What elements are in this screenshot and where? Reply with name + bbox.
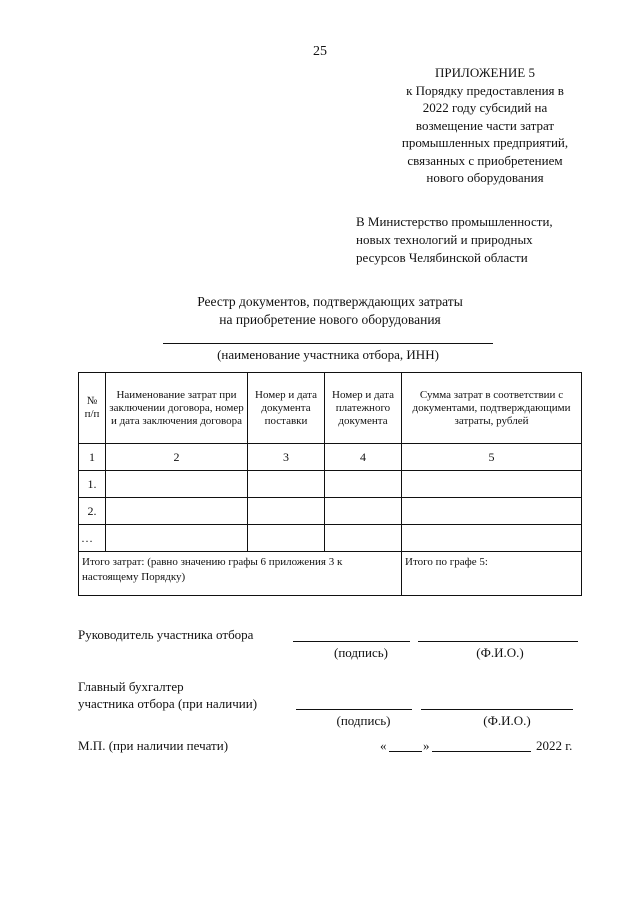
header-cell: № п/п: [79, 373, 106, 444]
head-label: Руководитель участника отбора: [78, 627, 254, 642]
appendix-heading: ПРИЛОЖЕНИЕ 5: [435, 65, 535, 80]
column-number: 1: [79, 444, 106, 471]
document-title: [120, 293, 540, 329]
table-row: [79, 498, 582, 525]
column-number: 4: [325, 444, 402, 471]
table-cell[interactable]: [248, 471, 325, 498]
column-number: 3: [248, 444, 325, 471]
participant-name-line[interactable]: [163, 343, 493, 344]
signature-caption: (подпись): [334, 645, 388, 660]
recipient-line: В Министерство промышленности,: [356, 214, 553, 229]
table-cell[interactable]: [402, 471, 582, 498]
head-signature-line[interactable]: [293, 641, 410, 642]
accountant-name-line[interactable]: [421, 709, 573, 710]
table-header-row: [79, 373, 582, 444]
recipient-block: [356, 213, 596, 267]
table-cell[interactable]: [325, 525, 402, 552]
appendix-line: к Порядку предоставления в: [406, 82, 564, 98]
accountant-signature-line[interactable]: [296, 709, 412, 710]
name-caption: (Ф.И.О.): [483, 713, 531, 728]
table-cell[interactable]: [106, 471, 248, 498]
date-open-quote: «: [380, 738, 387, 753]
row-number: …: [79, 525, 106, 552]
appendix-line: промышленных предприятий,: [401, 135, 569, 150]
header-cell: Номер и дата документа поставки: [248, 373, 325, 444]
title-line: на приобретение нового оборудования: [219, 312, 441, 327]
stamp-label: М.П. (при наличии печати): [78, 738, 229, 753]
name-caption: (Ф.И.О.): [476, 645, 524, 660]
title-line: Реестр документов, подтверждающих затраты: [197, 294, 463, 309]
header-cell: Наименование затрат при заключении договора, номер и дата заключения договора: [106, 373, 248, 444]
table-row: [79, 471, 582, 498]
total-left-cell: Итого затрат: (равно значению графы 6 приложения 3 к настоящему Порядку): [79, 552, 402, 596]
table-row: [79, 525, 582, 552]
table-cell[interactable]: [402, 498, 582, 525]
appendix-line: возмещение части затрат: [415, 117, 555, 133]
column-number: 2: [106, 444, 248, 471]
register-table: [78, 372, 582, 596]
appendix-line: связанных с приобретением: [407, 152, 563, 168]
appendix-line: 2022 году субсидий на: [422, 100, 548, 115]
table-cell[interactable]: [402, 525, 582, 552]
head-name-line[interactable]: [418, 641, 578, 642]
table-cell[interactable]: [106, 498, 248, 525]
total-row: [79, 552, 582, 596]
table-cell[interactable]: [248, 525, 325, 552]
accountant-label: участника отбора (при наличии): [78, 696, 258, 711]
table-cell[interactable]: [106, 525, 248, 552]
accountant-label: Главный бухгалтер: [78, 679, 184, 694]
row-number: 1.: [79, 471, 106, 498]
participant-caption: (наименование участника отбора, ИНН): [217, 347, 439, 362]
table-cell[interactable]: [325, 471, 402, 498]
total-right-cell: Итого по графе 5:: [402, 552, 582, 596]
date-day-line[interactable]: [389, 751, 422, 752]
column-number: 5: [402, 444, 582, 471]
column-number-row: [79, 444, 582, 471]
page-number: 25: [313, 44, 327, 59]
recipient-line: новых технологий и природных: [356, 232, 533, 247]
signature-caption: (подпись): [336, 713, 391, 728]
header-cell: Сумма затрат в соответствии с документами, подтверждающими затраты, рублей: [402, 373, 582, 444]
header-cell: Номер и дата платежного документа: [325, 373, 402, 444]
appendix-block: [385, 64, 585, 187]
table-cell[interactable]: [325, 498, 402, 525]
date-close-quote: »: [423, 738, 430, 753]
row-number: 2.: [79, 498, 106, 525]
date-month-line[interactable]: [432, 751, 531, 752]
table-cell[interactable]: [248, 498, 325, 525]
recipient-line: ресурсов Челябинской области: [356, 250, 528, 265]
appendix-line: нового оборудования: [426, 170, 544, 185]
date-year: 2022 г.: [536, 738, 573, 753]
